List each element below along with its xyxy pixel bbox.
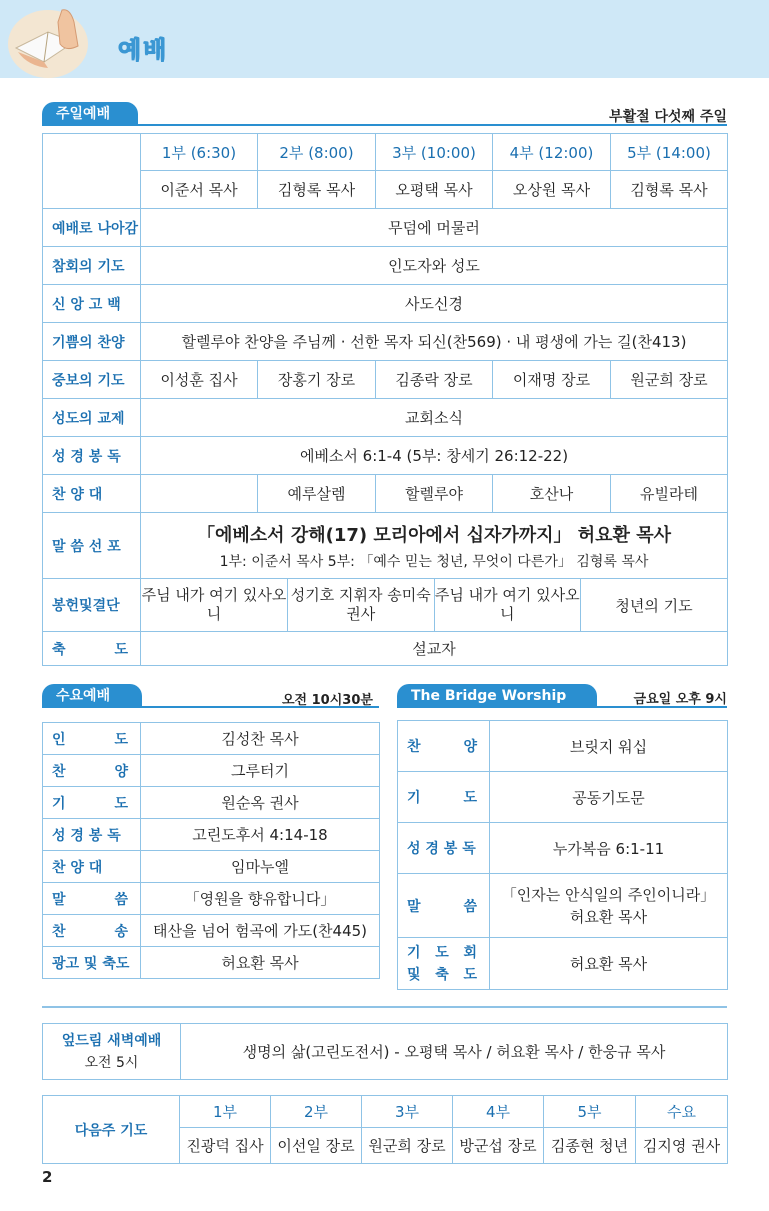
prayer-person: 진광덕 집사	[180, 1128, 271, 1164]
row-value	[490, 874, 728, 938]
row-value: 허요환 목사	[490, 938, 728, 990]
row-value: 공동기도문	[490, 772, 728, 823]
row-value: 김성찬 목사	[141, 723, 380, 755]
dawn-time: 오전 5시	[84, 1054, 139, 1071]
dawn-value: 생명의 삶(고린도전서) - 오평택 목사 / 허요환 목사 / 한웅규 목사	[181, 1024, 728, 1080]
prayer-col: 5부	[544, 1096, 636, 1128]
row-value: 원순옥 권사	[141, 787, 380, 819]
row-label: 기 도	[43, 787, 141, 819]
offering-item: 청년의 기도	[581, 579, 728, 631]
row-label: 찬 양 대	[43, 851, 141, 883]
service-leader: 오평택 목사	[376, 171, 493, 209]
service-time: 3부 (10:00)	[376, 134, 493, 171]
row-value: 에베소서 6:1-4 (5부: 창세기 26:12-22)	[141, 437, 728, 475]
intercessor: 김종락 장로	[376, 361, 493, 399]
next-prayer-table	[42, 1095, 728, 1164]
prayer-person: 이선일 장로	[271, 1128, 362, 1164]
row-value: 사도신경	[141, 285, 728, 323]
row-label: 예배로 나아감	[43, 209, 141, 247]
row-value: 「영원을 향유합니다」	[141, 883, 380, 915]
bible-hands-icon	[4, 2, 94, 78]
row-value: 고린도후서 4:14-18	[141, 819, 380, 851]
choir-name: 할렐루야	[376, 475, 493, 513]
service-time: 2부 (8:00)	[258, 134, 376, 171]
intercessor: 장홍기 장로	[258, 361, 376, 399]
service-time: 5부 (14:00)	[611, 134, 728, 171]
offering-subtable	[141, 579, 727, 631]
service-time: 1부 (6:30)	[141, 134, 258, 171]
page-number: 2	[42, 1168, 53, 1186]
intercessor: 원군희 장로	[611, 361, 728, 399]
row-value: 누가복음 6:1-11	[490, 823, 728, 874]
intercessor: 이재명 장로	[493, 361, 611, 399]
row-value: 인도자와 성도	[141, 247, 728, 285]
row-label: 신 앙 고 백	[43, 285, 141, 323]
prayer-col: 2부	[271, 1096, 362, 1128]
offering-item: 주님 내가 여기 있사오니	[434, 579, 581, 631]
row-label: 광고 및 축도	[43, 947, 141, 979]
prayer-col: 3부	[362, 1096, 453, 1128]
choir-name: 예루살렘	[258, 475, 376, 513]
row-label: 봉헌및결단	[43, 579, 141, 632]
row-label: 성 경 봉 독	[43, 437, 141, 475]
offering-item: 성기호 지휘자 송미숙 권사	[288, 579, 435, 631]
row-label: 찬 양	[398, 721, 490, 772]
row-label: 찬 양	[43, 755, 141, 787]
sunday-table	[42, 133, 728, 666]
section-divider	[42, 1006, 727, 1008]
row-label: 찬 양 대	[43, 475, 141, 513]
row-value: 그루터기	[141, 755, 380, 787]
offering-item: 주님 내가 여기 있사오니	[141, 579, 288, 631]
dawn-label-cell	[43, 1024, 181, 1080]
service-leader: 김형록 목사	[258, 171, 376, 209]
prayer-person: 김지영 권사	[636, 1128, 728, 1164]
bridge-sermon-preacher: 허요환 목사	[569, 907, 648, 926]
page-title: 예배	[118, 36, 169, 64]
bridge-note: 금요일 오후 9시	[633, 692, 727, 707]
sermon-cell	[141, 513, 728, 579]
row-label: 참회의 기도	[43, 247, 141, 285]
choir-name: 호산나	[493, 475, 611, 513]
row-value: 허요환 목사	[141, 947, 380, 979]
wednesday-table	[42, 722, 380, 979]
header-band	[0, 0, 769, 78]
choir-name: 유빌라테	[611, 475, 728, 513]
bridge-sermon-title: 「인자는 안식일의 주인이니라」	[501, 885, 716, 904]
row-value: 태산을 넘어 험곡에 가도(찬445)	[141, 915, 380, 947]
row-label: 인 도	[43, 723, 141, 755]
prayer-col: 1부	[180, 1096, 271, 1128]
row-label: 말 씀 선 포	[43, 513, 141, 579]
dawn-title: 엎드림 새벽예배	[61, 1032, 162, 1049]
row-label: 찬 송	[43, 915, 141, 947]
bridge-tab: The Bridge Worship	[397, 684, 597, 708]
wednesday-tab: 수요예배	[42, 684, 142, 708]
row-value: 임마누엘	[141, 851, 380, 883]
row-value: 무덤에 머물러	[141, 209, 728, 247]
row-value: 브릿지 워십	[490, 721, 728, 772]
service-leader: 김형록 목사	[611, 171, 728, 209]
sunday-tab: 주일예배	[42, 102, 138, 126]
benediction-label: 축 도	[52, 641, 128, 658]
next-prayer-label: 다음주 기도	[43, 1096, 180, 1164]
prayer-person: 김종현 청년	[544, 1128, 636, 1164]
row-label: 기쁨의 찬양	[43, 323, 141, 361]
sermon-sub: 1부: 이준서 목사 5부: 「예수 믿는 청년, 무엇이 다른가」 김형록 목사	[219, 553, 649, 570]
row-label: 성 경 봉 독	[398, 823, 490, 874]
row-value: 할렐루야 찬양을 주님께 · 선한 목자 되신(찬569) · 내 평생에 가는 길(찬413)	[141, 323, 728, 361]
service-time: 4부 (12:00)	[493, 134, 611, 171]
sunday-note: 부활절 다섯째 주일	[609, 109, 727, 125]
row-label: 말 씀	[398, 874, 490, 938]
row-label: 기 도	[398, 772, 490, 823]
offering-cell	[141, 579, 728, 632]
row-value: 설교자	[141, 632, 728, 666]
prayer-col: 수요	[636, 1096, 728, 1128]
dawn-table	[42, 1023, 728, 1080]
prayer-person: 방군섭 장로	[453, 1128, 544, 1164]
row-label	[43, 632, 141, 666]
row-label: 성 경 봉 독	[43, 819, 141, 851]
prayer-col: 4부	[453, 1096, 544, 1128]
prayer-person: 원군희 장로	[362, 1128, 453, 1164]
sermon-title: 「에베소서 강해(17) 모리아에서 십자가까지」 허요환 목사	[197, 524, 671, 546]
wednesday-note: 오전 10시30분	[282, 693, 373, 708]
row-label: 성도의 교제	[43, 399, 141, 437]
choir-name	[141, 475, 258, 513]
row-label: 말 씀	[43, 883, 141, 915]
service-leader: 오상원 목사	[493, 171, 611, 209]
bridge-table	[397, 720, 728, 990]
service-leader: 이준서 목사	[141, 171, 258, 209]
row-label: 중보의 기도	[43, 361, 141, 399]
corner-cell	[43, 134, 141, 209]
row-value: 교회소식	[141, 399, 728, 437]
intercessor: 이성훈 집사	[141, 361, 258, 399]
row-label: 기 도 회 및 축 도	[398, 938, 490, 990]
